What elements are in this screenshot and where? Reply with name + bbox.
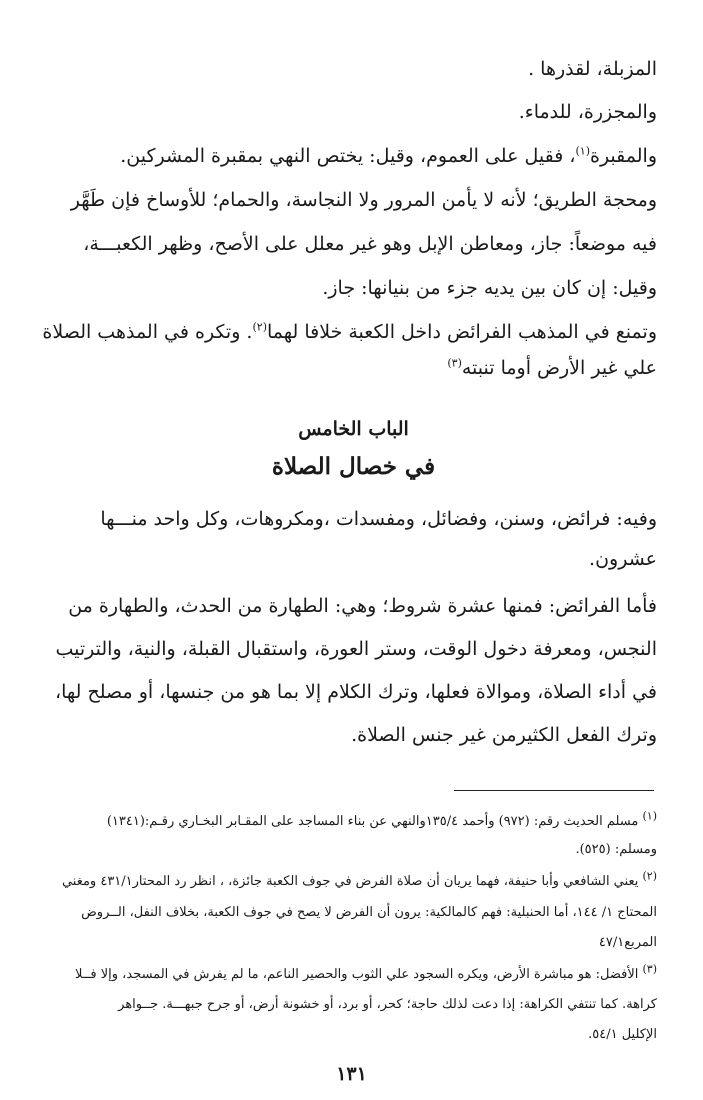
footnote-line: المربع٤٧/١ (598, 935, 657, 950)
text-line (50, 354, 657, 383)
text-line: النجس، ومعرفة دخول الوقت، وستر العورة، واستقبال القبلة، والنية، والترتيب (55, 638, 657, 660)
footnote-line: المحتاج ١/ ١٤٤، أما الحنبلية: فهم كالمالكية: يرون أن الفرض لا يصح في جوف الكعبة، بخلاف النفل، الــروض (81, 905, 657, 920)
text-line: وقيل: إن كان بين يديه جزء من بنيانها: جاز. (322, 277, 657, 299)
footnote-line (44, 809, 657, 832)
text-line: والمجزرة، للدماء. (518, 101, 657, 123)
text-line: فأما الفرائض: فمنها عشرة شروط؛ وهي: الطهارة من الحدث، والطهارة من (68, 595, 657, 617)
text-line: وترك الفعل الكثيرمن غير جنس الصلاة. (351, 724, 657, 746)
footnote-line (44, 962, 657, 985)
text-fragment: ، فقيل على العموم، وقيل: يختص النهي بمقبرة المشركين. (120, 145, 576, 167)
text-line: في أداء الصلاة، وموالاة فعلها، وترك الكلام إلا بما هو من جنسها، أو مصلح لها، (54, 681, 657, 703)
text-fragment: علي غير الأرض أوما تنبته (461, 357, 657, 379)
footnote-marker: (٣) (447, 356, 462, 370)
footnote-line (44, 869, 657, 892)
footnote-separator (454, 790, 654, 791)
footnote-marker: (٢) (252, 320, 267, 334)
text-line (50, 142, 657, 171)
text-line: وفيه: فرائض، وسنن، وفضائل، ومفسدات ،ومكروهات، وكل واحد منـــها (100, 508, 657, 530)
footnote-line: ومسلم: (٥٢٥). (575, 842, 657, 857)
footnote-line: كراهة. كما تنتفي الكراهة: إذا دعت لذلك حاجة؛ كحر، أو برد، أو خشونة أرض، أو جرح جبهـــة. جــواهر (118, 997, 657, 1012)
footnote-text: مسلم الحديث رقم: (٩٧٢) وأحمد ١٣٥/٤والنهي عن بناء المساجد على المقـابر البخـاري رقـم:(١٣٤١) (106, 814, 639, 829)
page-number: ١٣١ (336, 1063, 367, 1085)
chapter-title: في خصال الصلاة (271, 453, 436, 480)
text-line (42, 318, 657, 347)
text-line: عشرون. (589, 548, 657, 570)
footnote-marker: (٢) (642, 869, 657, 883)
text-line: فيه موضعاً: جاز، ومعاطن الإبل وهو غير معلل على الأصح، وظهر الكعبـــة، (83, 233, 657, 255)
footnote-marker: (٣) (642, 962, 657, 976)
text-line: المزبلة، لقذرها . (528, 58, 657, 80)
chapter-heading: الباب الخامس (298, 418, 409, 440)
text-fragment: وتمنع في المذهب الفرائض داخل الكعبة خلافا لهما (267, 321, 657, 343)
text-line: ومحجة الطريق؛ لأنه لا يأمن المرور ولا النجاسة، والحمام؛ للأوساخ فإن طَهَّر (70, 189, 657, 211)
footnote-line: الإكليل ٥٤/١. (588, 1027, 657, 1042)
text-fragment: والمقبرة (589, 145, 657, 167)
footnote-marker: (١) (575, 144, 590, 158)
text-fragment: . وتكره في المذهب الصلاة (42, 321, 253, 343)
footnote-text: يعني الشافعي وأبا حنيفة، فهما يريان أن صلاة الفرض في جوف الكعبة جائزة، ، انظر رد المحتار٤٣١/١ ومغني (61, 874, 639, 889)
footnote-marker: (١) (642, 809, 657, 823)
footnote-text: الأفضل: هو مباشرة الأرض، ويكره السجود علي الثوب والحصير الناعم، ما لم يفرش في المسجد، وإلا فــلا (75, 967, 639, 982)
